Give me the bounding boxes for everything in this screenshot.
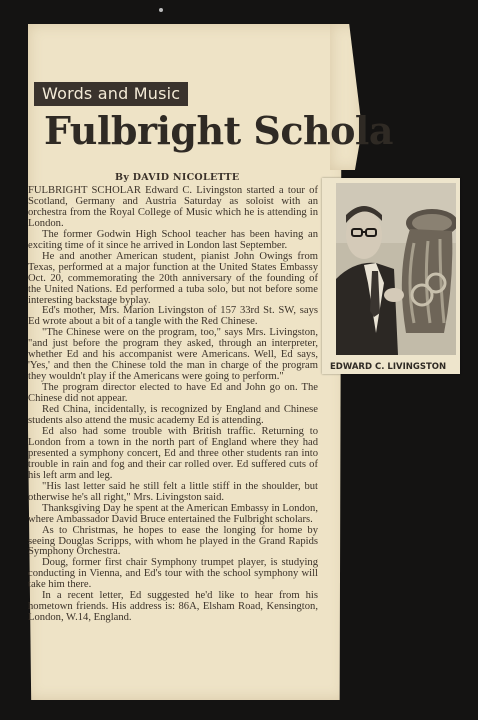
article-paragraph: As to Christmas, he hopes to ease the longing for home by seeing Douglas Scripps, with whom he played in the Grand Rapids Symphony Orchestra. — [28, 524, 318, 558]
photo-caption: EDWARD C. LIVINGSTON — [330, 362, 447, 372]
pin-mark — [159, 8, 163, 12]
article-paragraph: "The Chinese were on the program, too," says Mrs. Livingston, "and just before the program they asked, through an interpreter, whether Ed and his accompanist were Americans. Well, Ed says, 'Yes,' and then the Chinese told the man in charge of the program they wouldn't play if the Americans were going to perform." — [28, 327, 318, 383]
portrait-illustration — [336, 183, 456, 355]
article-paragraph: Ed's mother, Mrs. Marion Livingston of 157 33rd St. SW, says Ed wrote about a bit of a tangle with the Red Chinese. — [28, 305, 318, 328]
article-paragraph: Red China, incidentally, is recognized by England and Chinese students also attend the music academy Ed is attending. — [28, 404, 318, 427]
headline: Fulbright Schola — [44, 108, 393, 153]
article-paragraph: FULBRIGHT SCHOLAR Edward C. Livingston started a tour of Scotland, Germany and Austria Saturday as soloist with an orchestra from the Royal College of Music which he is attending in London. — [28, 185, 318, 229]
article-body — [28, 186, 318, 624]
article-paragraph: Thanksgiving Day he spent at the American Embassy in London, where Ambassador David Bruce entertained the Fulbright scholars. — [28, 502, 318, 525]
article-paragraph: "His last letter said he still felt a little stiff in the shoulder, but otherwise he's all right," Mrs. Livingston said. — [28, 480, 318, 503]
article-paragraph: The former Godwin High School teacher has been having an exciting time of it since he arrived in London last September. — [28, 228, 318, 251]
article-paragraph: He and another American student, pianist John Owings from Texas, performed at a major function at the United States Embassy Oct. 20, commemorating the 20th anniversary of the founding of the United Nations. Ed performed a tuba solo, but not before some interesting backstage byplay. — [28, 250, 318, 306]
article-paragraph: Ed also had some trouble with British traffic. Returning to London from a town in the north part of England where they had presented a symphony concert, Ed and three other students ran into trouble in rain and fog and their car rolled over. Ed suffered cuts of his left arm and leg. — [28, 425, 318, 481]
byline: By DAVID NICOLETTE — [115, 172, 240, 183]
portrait-photo — [336, 183, 456, 355]
article-paragraph: The program director elected to have Ed and John go on. The Chinese did not appear. — [28, 382, 318, 405]
article-paragraph: In a recent letter, Ed suggested he'd like to hear from his hometown friends. His address is: 86A, Elsham Road, Kensington, London, W.14, England. — [28, 590, 318, 624]
article-paragraph: Doug, former first chair Symphony trumpet player, is studying conducting in Vienna, and Ed's tour with the school symphony will take him there. — [28, 557, 318, 591]
section-kicker: Words and Music — [34, 82, 188, 106]
